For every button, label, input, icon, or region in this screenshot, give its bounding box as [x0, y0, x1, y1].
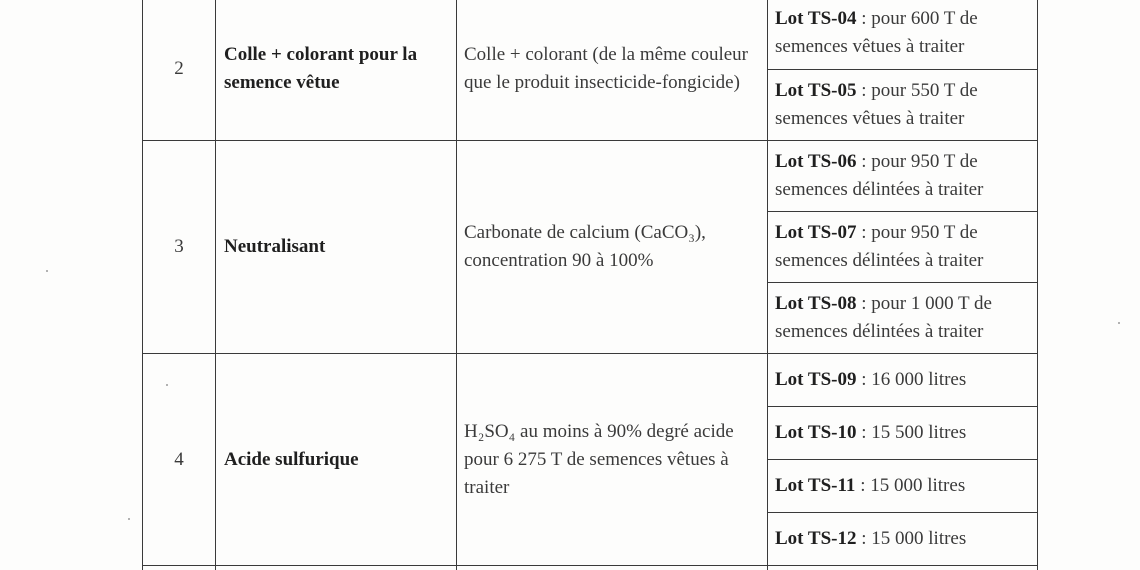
row-number: 4 [143, 354, 216, 566]
lot-detail: : 15 000 litres [856, 528, 967, 549]
specification-text: H₂SO₄ au moins à 90% degré acide pour 6 275 T de semences vêtues à traiter [464, 420, 734, 498]
lot-detail: : pour 550 T de semences vêtues à traiter [775, 80, 978, 129]
lot-cell [768, 513, 1038, 566]
lot-detail: : pour 950 T de semences délintées à traiter [775, 222, 984, 271]
scan-speck [46, 270, 48, 272]
product-specification-cell [457, 566, 768, 570]
table-row-partial [143, 566, 1038, 570]
lot-cell [768, 283, 1038, 354]
table-row [143, 354, 1038, 407]
product-specification [457, 0, 768, 141]
lot-cell [768, 407, 1038, 460]
row-number: 2 [143, 0, 216, 141]
lot-cell [768, 0, 1038, 70]
lot-detail: : pour 950 T de semences délintées à traiter [775, 151, 984, 200]
lot-code: Lot TS-05 [775, 80, 857, 101]
product-name: Neutralisant [216, 141, 457, 354]
lot-code: Lot TS-11 [775, 475, 856, 496]
lot-code: Lot TS-12 [775, 528, 857, 549]
lot-cell [768, 566, 1038, 570]
lot-cell [768, 354, 1038, 407]
lot-cell [768, 141, 1038, 212]
product-name: Colle + colorant pour la semence vêtue [216, 0, 457, 141]
scan-speck [1118, 322, 1120, 324]
scan-speck [128, 518, 130, 520]
table-row [143, 0, 1038, 70]
lot-cell [768, 70, 1038, 141]
product-name: Acide sulfurique [216, 354, 457, 566]
table-row [143, 141, 1038, 212]
specification-text: Colle + colorant (de la même couleur que le produit insecticide-fongicide) [464, 43, 748, 93]
lot-detail: : 16 000 litres [856, 369, 967, 390]
lots-table [142, 0, 1038, 570]
lot-detail: : pour 1 000 T de semences délintées à traiter [775, 293, 992, 342]
lot-cell [768, 460, 1038, 513]
lot-code: Lot TS-04 [775, 8, 857, 29]
lot-code: Lot TS-09 [775, 369, 857, 390]
product-name-cell [216, 566, 457, 570]
lot-detail: : pour 600 T de semences vêtues à traiter [775, 8, 978, 57]
specification-text: Carbonate de calcium (CaCO₃), concentration 90 à 100% [464, 222, 706, 271]
lot-code: Lot TS-10 [775, 422, 857, 443]
lot-code: Lot TS-06 [775, 151, 857, 172]
lot-code: Lot TS-07 [775, 222, 857, 243]
row-number-cell [143, 566, 216, 570]
lot-code: Lot TS-08 [775, 293, 857, 314]
lot-detail: : 15 000 litres [855, 475, 966, 496]
product-specification [457, 141, 768, 354]
row-number: 3 [143, 141, 216, 354]
product-specification [457, 354, 768, 566]
lot-cell [768, 212, 1038, 283]
lot-detail: : 15 500 litres [856, 422, 967, 443]
